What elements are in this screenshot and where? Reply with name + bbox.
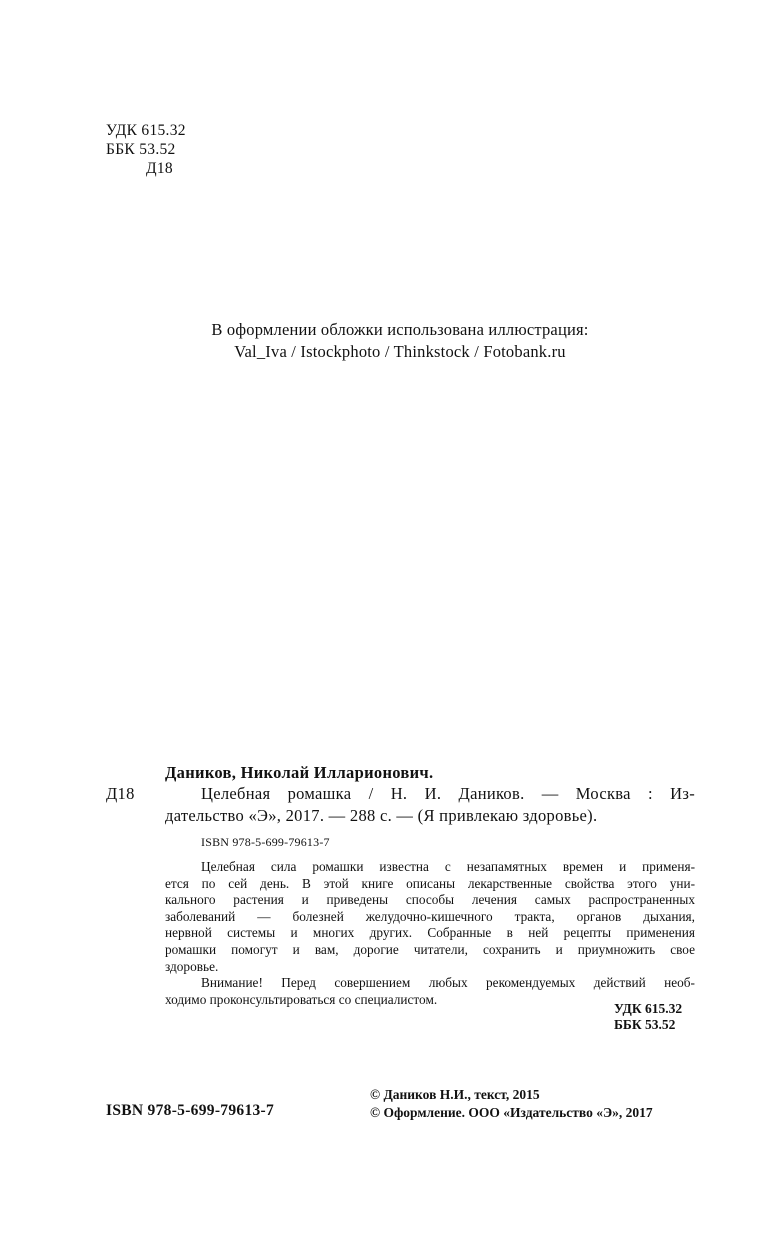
author-mark-left: Д18 [106, 784, 135, 803]
abstract-line: ходимо проконсультироваться со специалистом. [165, 991, 438, 1007]
cover-credit-line1: В оформлении обложки использована иллюстрация: [211, 320, 589, 339]
author-mark: Д18 [146, 160, 173, 177]
bbk-code: ББК 53.52 [106, 141, 176, 158]
bib-line: дательство «Э», 2017. — 288 с. — (Я привлекаю здоровье). [165, 806, 598, 825]
cover-credit-line2: Val_Iva / Istockphoto / Thinkstock / Fotobank.ru [234, 342, 566, 361]
footer-classification [614, 1001, 682, 1032]
author-heading: Даников, Николай Илларионович. [165, 763, 434, 782]
copyright-block [370, 1086, 653, 1121]
isbn-main: ISBN 978-5-699-79613-7 [106, 1102, 275, 1119]
abstract-line: заболеваний — болезней желудочно-кишечного тракта, органов дыхания, [165, 908, 695, 924]
udk-code-footer: УДК 615.32 [614, 1001, 683, 1016]
abstract-line: ромашки помогут и вам, дорогие читатели, сохранить и приумножить свое [165, 941, 695, 957]
abstract-line: нервной системы и многих других. Собранные в ней рецепты применения [165, 925, 695, 941]
copyright-design: © Оформление. ООО «Издательство «Э», 2017 [370, 1104, 653, 1120]
abstract [165, 859, 695, 1008]
abstract-paragraph [165, 859, 695, 975]
classification-block [106, 121, 186, 178]
bib-line: Целебная ромашка / Н. И. Даников. — Москва : Из- [201, 784, 695, 803]
udk-code: УДК 615.32 [106, 122, 186, 139]
isbn-inline: ISBN 978-5-699-79613-7 [201, 835, 330, 849]
abstract-line: ется по сей день. В этой книге описаны лекарственные свойства этого уни- [165, 875, 695, 891]
abstract-line: Внимание! Перед совершением любых рекомендуемых действий необ- [201, 975, 695, 991]
cover-credit [0, 319, 768, 363]
copyright-text: © Даников Н.И., текст, 2015 [370, 1087, 540, 1102]
bibliographic-description [165, 783, 695, 827]
abstract-line: кального растения и приведены способы лечения самых распространенных [165, 892, 695, 908]
abstract-line: здоровье. [165, 958, 219, 974]
abstract-line: Целебная сила ромашки известна с незапамятных времен и применя- [201, 859, 695, 874]
bbk-code-footer: ББК 53.52 [614, 1016, 676, 1032]
